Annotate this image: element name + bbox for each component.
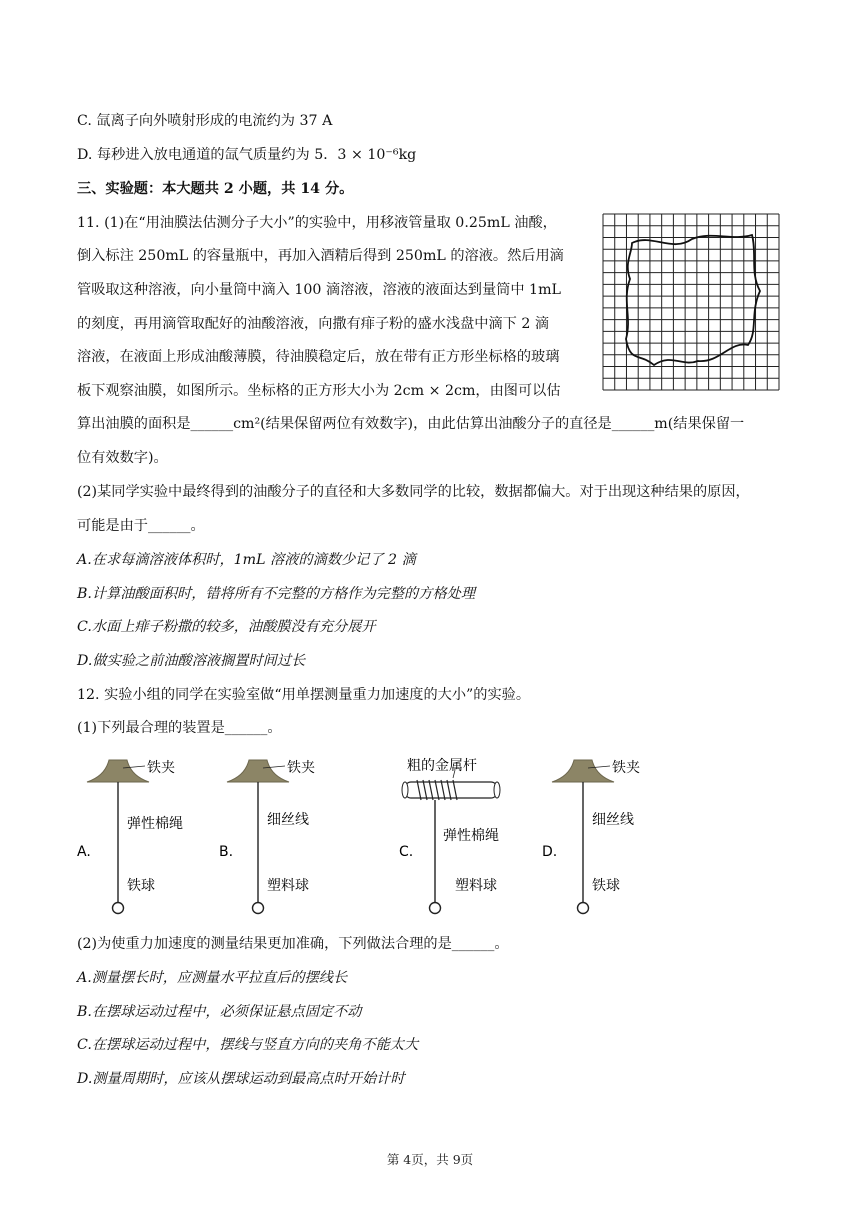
section-title: 三、实验题：本大题共 2 小题，共 14 分。 (77, 181, 354, 197)
q11-option-c: C.水面上痱子粉撒的较多，油酸膜没有充分展开 (77, 619, 376, 635)
iron-clamp-icon (87, 760, 149, 782)
device-c-ball: 塑料球 (455, 878, 497, 894)
q12-option-d: D.测量周期时，应该从摆球运动到最高点时开始计时 (77, 1071, 405, 1087)
device-a-figure (75, 756, 205, 916)
device-b-clamp: 铁夹 (287, 760, 315, 776)
q11-option-b: B.计算油酸面积时，错将所有不完整的方格作为完整的方格处理 (77, 586, 476, 602)
device-d-ball: 铁球 (592, 878, 620, 894)
device-b-figure (215, 756, 345, 916)
q12-option-b: B.在摆球运动过程中，必须保证悬点固定不动 (77, 1004, 362, 1020)
q12-part1: (1)下列最合理的装置是______。 (77, 720, 282, 736)
device-c-string: 弹性棉绳 (443, 828, 499, 844)
device-b-ball: 塑料球 (267, 878, 309, 894)
device-c-figure (395, 756, 535, 916)
q12-option-c: C.在摆球运动过程中，摆线与竖直方向的夹角不能太大 (77, 1037, 419, 1053)
device-d-string: 细丝线 (592, 812, 634, 828)
q11-option-d: D.做实验之前油酸溶液搁置时间过长 (77, 653, 306, 669)
q12-stem: 12. 实验小组的同学在实验室做“用单摆测量重力加速度的大小”的实验。 (77, 687, 531, 703)
q11-line: 位有效数字)。 (77, 450, 168, 466)
device-c-letter: C. (399, 844, 414, 860)
q11-part2-line: (2)某同学实验中最终得到的油酸分子的直径和大多数同学的比较，数据都偏大。对于出现这种结果的原因， (77, 484, 750, 500)
q11-part2-line: 可能是由于______。 (77, 518, 205, 534)
option-d-prev: D. 每秒进入放电通道的氙气质量约为 5．3 × 10⁻⁶kg (77, 147, 417, 163)
q11-line: 倒入标注 250mL 的容量瓶中，再加入酒精后得到 250mL 的溶液。然后用滴 (77, 248, 564, 264)
device-b-letter: B. (219, 844, 234, 860)
device-a-string: 弹性棉绳 (127, 816, 183, 832)
iron-clamp-icon (552, 760, 614, 782)
device-d-letter: D. (542, 844, 558, 860)
q12-option-a: A.测量摆长时，应测量水平拉直后的摆线长 (77, 970, 348, 986)
q12-part2: (2)为使重力加速度的测量结果更加准确，下列做法合理的是______。 (77, 936, 509, 952)
q11-line: 11. (1)在“用油膜法估测分子大小”的实验中，用移液管量取 0.25mL 油酸， (77, 215, 557, 231)
iron-clamp-icon (227, 760, 289, 782)
device-a-ball: 铁球 (127, 878, 155, 894)
q11-line: 算出油膜的面积是______cm²(结果保留两位有效数字)，由此估算出油酸分子的直径是______m(结果保留一 (77, 416, 745, 432)
oil-film-outline (626, 235, 760, 365)
device-c-rod: 粗的金属杆 (407, 758, 477, 774)
device-b-string: 细丝线 (267, 812, 309, 828)
oil-film-grid-figure (602, 213, 780, 391)
q11-line: 的刻度，再用滴管取配好的油酸溶液，向撒有痱子粉的盛水浅盘中滴下 2 滴 (77, 316, 550, 332)
q11-line: 溶液，在液面上形成油酸薄膜，待油膜稳定后，放在带有正方形坐标格的玻璃 (77, 349, 560, 365)
page-footer: 第 4页，共 9页 (386, 1152, 474, 1167)
device-d-clamp: 铁夹 (612, 760, 640, 776)
option-c-prev: C. 氙离子向外喷射形成的电流约为 37 A (77, 113, 333, 129)
device-a-clamp: 铁夹 (147, 760, 175, 776)
q11-line: 板下观察油膜，如图所示。坐标格的正方形大小为 2cm × 2cm，由图可以估 (77, 383, 561, 399)
q11-option-a: A.在求每滴溶液体积时，1mL 溶液的滴数少记了 2 滴 (77, 552, 416, 568)
q11-line: 管吸取这种溶液，向小量筒中滴入 100 滴溶液，溶液的液面达到量筒中 1mL (77, 282, 561, 298)
device-d-figure (540, 756, 670, 916)
device-a-letter: A. (77, 844, 91, 860)
